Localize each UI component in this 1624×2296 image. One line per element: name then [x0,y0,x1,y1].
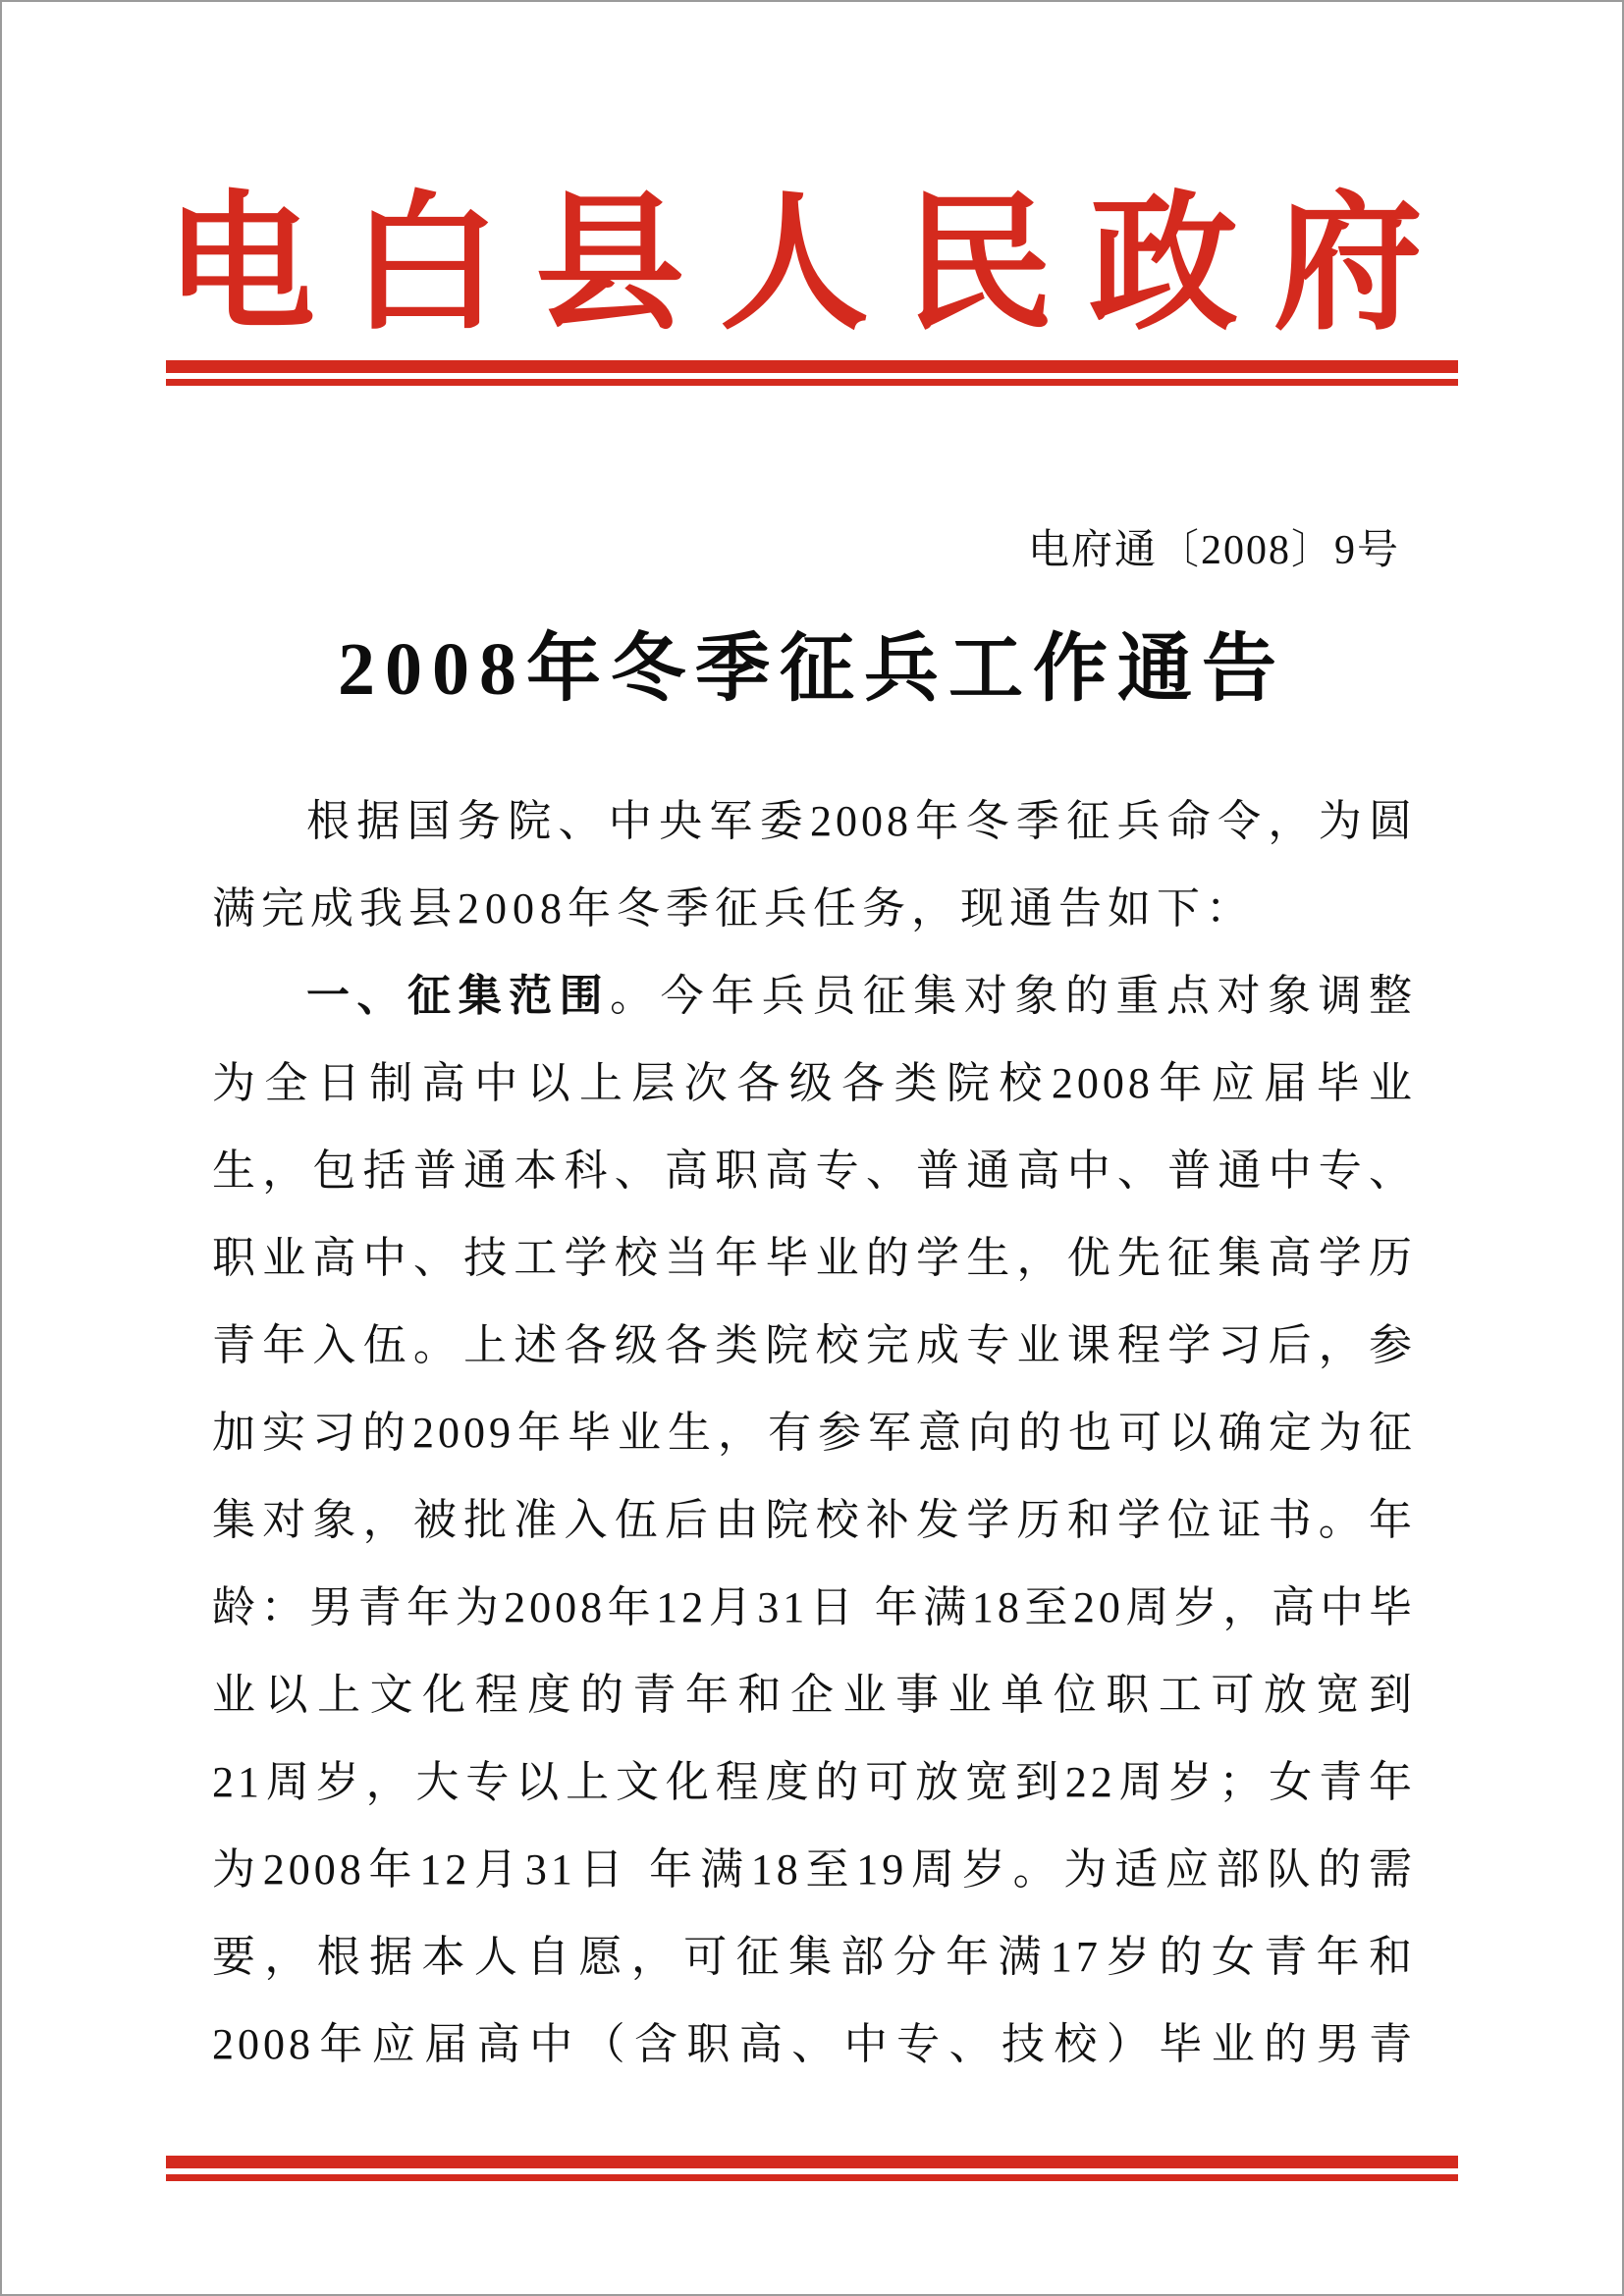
body-line-text: 根据国务院、中央军委2008年冬季征兵命令，为圆 [306,797,1416,845]
body-line [212,1302,1416,1389]
body-line [212,1214,1416,1302]
body-line [212,1564,1416,1651]
body-line-text: 职业高中、技工学校当年毕业的学生，优先征集高学历 [212,1234,1416,1282]
document-body [212,777,1416,2088]
body-line [212,952,1416,1040]
document-number: 电府通〔2008〕9号 [1027,528,1400,573]
footer-rule-thick [166,2156,1458,2168]
body-line-text: 。今年兵员征集对象的重点对象调整 [610,972,1416,1020]
body-line-text: 加实习的2009年毕业生，有参军意向的也可以确定为征 [212,1409,1416,1457]
body-line [212,1826,1416,1913]
body-line [212,1476,1416,1564]
body-line [212,1389,1416,1476]
body-line-text: 青年入伍。上述各级各类院校完成专业课程学习后，参 [212,1321,1416,1369]
body-line-text: 要，根据本人自愿，可征集部分年满17岁的女青年和 [212,1933,1416,1981]
body-line [212,1738,1416,1826]
footer-rule-thin [166,2174,1458,2181]
body-line-text: 为全日制高中以上层次各级各类院校2008年应届毕业 [212,1059,1416,1107]
body-line-bold: 一、征集范围 [306,972,611,1020]
letterhead-agency-name: 电白县人民政府 [166,183,1458,347]
body-line-text: 生，包括普通本科、高职高专、普通高中、普通中专、 [212,1147,1416,1195]
letterhead-rule-top-thick [166,360,1458,373]
body-line-text: 为2008年12月31日 年满18至19周岁。为适应部队的需 [212,1845,1416,1894]
body-line-text: 业以上文化程度的青年和企业事业单位职工可放宽到 [212,1671,1416,1719]
body-line-text: 集对象，被批准入伍后由院校补发学历和学位证书。年 [212,1496,1416,1544]
body-line-text: 2008年应届高中（含职高、中专、技校）毕业的男青 [212,2020,1416,2068]
body-line [212,1651,1416,1738]
document-title: 2008年冬季征兵工作通告 [338,628,1286,711]
body-line [212,777,1416,865]
body-line [212,1913,1416,2001]
letterhead-rule-top-thin [166,379,1458,386]
body-line [212,865,1416,952]
body-line [212,2001,1416,2088]
body-line [212,1040,1416,1127]
body-line-text: 满完成我县2008年冬季征兵任务，现通告如下： [212,884,1255,933]
body-line-text: 21周岁，大专以上文化程度的可放宽到22周岁；女青年 [212,1758,1416,1806]
body-line-text: 龄：男青年为2008年12月31日 年满18至20周岁，高中毕 [212,1583,1416,1631]
body-line [212,1127,1416,1214]
